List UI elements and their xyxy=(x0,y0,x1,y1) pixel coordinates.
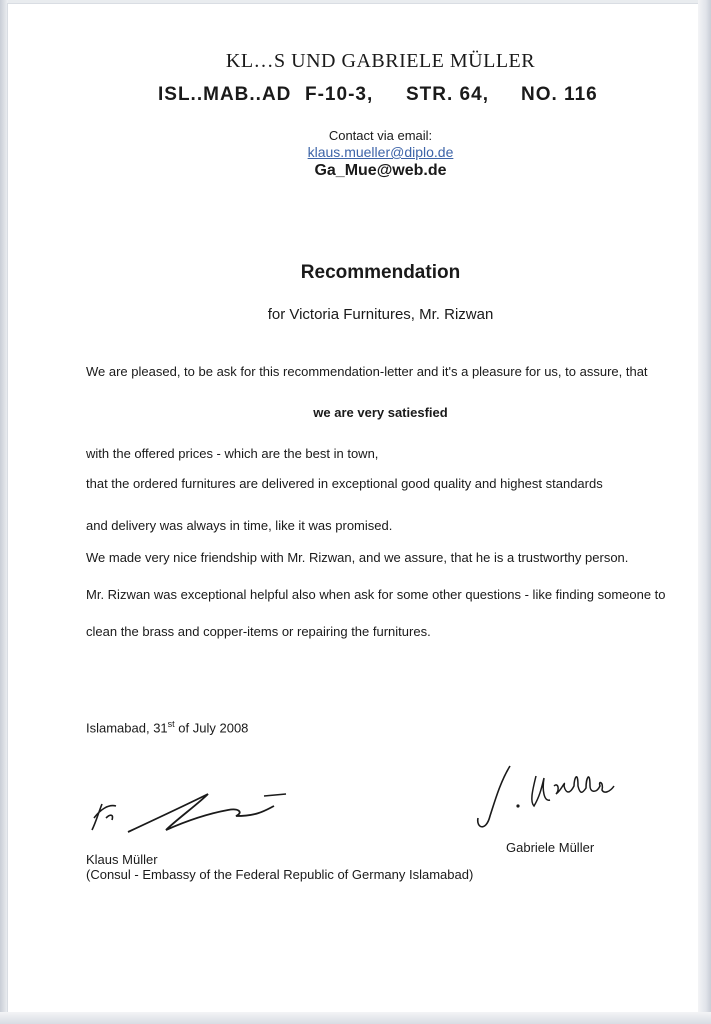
body-line: with the offered prices - which are the best in town, xyxy=(86,446,379,461)
address-street: STR. 64, xyxy=(406,84,489,105)
klaus-signature xyxy=(88,774,288,844)
body-line: We made very nice friendship with Mr. Rizwan, and we assure, that he is a trustworthy person. xyxy=(86,550,629,565)
body-line: clean the brass and copper-items or repairing the furnitures. xyxy=(86,624,431,639)
letter-title: Recommendation xyxy=(300,262,461,283)
date-rest: of July 2008 xyxy=(174,720,249,736)
body-line: and delivery was always in time, like it was promised. xyxy=(86,518,393,533)
address-number: NO. 116 xyxy=(521,84,598,105)
letter-subtitle: for Victoria Furnitures, Mr. Rizwan xyxy=(267,306,494,323)
letter-page xyxy=(8,4,698,1012)
body-intro: We are pleased, to be ask for this recommendation-letter and it's a pleasure for us, to assure, that xyxy=(86,364,648,379)
date-prefix: Islamabad, 31 xyxy=(86,720,168,736)
scan-right-edge xyxy=(698,0,711,1024)
klaus-name: Klaus Müller xyxy=(86,852,158,867)
klaus-role: (Consul - Embassy of the Federal Republic of Germany Islamabad) xyxy=(86,867,474,882)
letter-date xyxy=(86,719,248,735)
scan-bottom-edge xyxy=(0,1012,711,1024)
letterhead-names: KL…S UND GABRIELE MÜLLER xyxy=(225,50,536,72)
body-line: that the ordered furnitures are delivered in exceptional good quality and highest standards xyxy=(86,476,603,491)
body-emphasis: we are very satiesfied xyxy=(313,405,448,420)
contact-label: Contact via email: xyxy=(328,128,433,143)
letterhead-address xyxy=(8,84,708,110)
gabriele-signature xyxy=(470,756,620,846)
scan-left-edge xyxy=(0,0,8,1024)
address-sector: F-10-3, xyxy=(305,84,374,105)
address-city: ISL..MAB..AD xyxy=(158,84,292,105)
date-ordinal: st xyxy=(167,719,175,729)
contact-email-primary[interactable]: klaus.mueller@diplo.de xyxy=(307,144,454,160)
contact-email-secondary: Ga_Mue@web.de xyxy=(314,162,447,179)
gabriele-name: Gabriele Müller xyxy=(506,840,595,855)
body-line: Mr. Rizwan was exceptional helpful also when ask for some other questions - like finding someone to xyxy=(86,587,666,602)
